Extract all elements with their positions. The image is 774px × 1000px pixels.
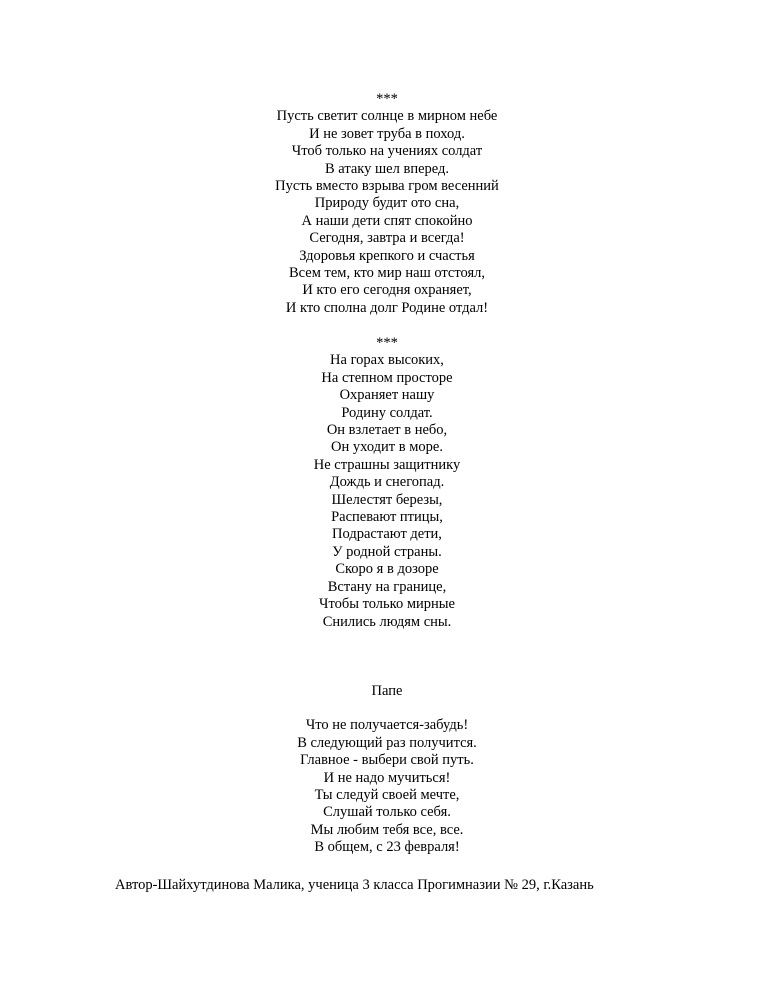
poem-line: В атаку шел вперед. <box>324 160 450 177</box>
poem-title: *** <box>376 91 398 107</box>
poem-line: Скоро я в дозоре <box>335 561 439 578</box>
poem-line: Охраняет нашу <box>339 387 435 404</box>
poem-line: Сегодня, завтра и всегда! <box>309 230 465 247</box>
poem-line: Подрастают дети, <box>332 526 442 543</box>
poem-line: Дождь и снегопад. <box>329 474 445 491</box>
poem-line: Снились людям сны. <box>322 613 452 630</box>
poem-line: На степном просторе <box>321 369 453 386</box>
poem-line: Слушай только себя. <box>323 804 451 821</box>
poem-title: *** <box>376 335 398 351</box>
poem-line: Пусть вместо взрыва гром весенний <box>275 178 499 195</box>
poem-line: Мы любим тебя все, все. <box>310 821 464 838</box>
poem-line: В общем, с 23 февраля! <box>314 839 460 856</box>
poem-line: Родину солдат. <box>341 404 433 421</box>
poem-line: У родной страны. <box>332 543 442 560</box>
poem-line: Не страшны защитнику <box>313 456 461 473</box>
poem-line: Всем тем, кто мир наш отстоял, <box>288 265 486 282</box>
poem-line: Он взлетает в небо, <box>326 422 448 439</box>
poem-line: Пусть светит солнце в мирном небе <box>276 108 498 125</box>
poem-line: Он уходит в море. <box>331 439 443 456</box>
poem-line: Шелестят березы, <box>331 491 443 508</box>
author-credit: Автор-Шайхутдинова Малика, ученица 3 класса Прогимназии № 29, г.Казань <box>115 877 594 893</box>
poem-line: И кто его сегодня охраняет, <box>302 282 472 299</box>
poem-line: Главное - выбери свой путь. <box>300 752 474 769</box>
poem-line: Природу будит ото сна, <box>314 195 460 212</box>
poem-line: Что не получается-забудь! <box>305 717 469 734</box>
poem-line: Встану на границе, <box>327 578 447 595</box>
poem-line: А наши дети спят спокойно <box>301 212 473 229</box>
poem-2 <box>0 335 774 631</box>
poem-1 <box>0 91 774 317</box>
poem-title: Папе <box>371 683 403 699</box>
poem-line: Распевают птицы, <box>331 509 443 526</box>
poem-line: На горах высоких, <box>330 352 444 369</box>
poem-line: В следующий раз получится. <box>297 734 477 751</box>
poem-line: Ты следуй своей мечте, <box>314 787 460 804</box>
poem-line: И кто сполна долг Родине отдал! <box>285 299 489 316</box>
poem-line: Чтобы только мирные <box>319 596 455 613</box>
poem-line: Чтоб только на учениях солдат <box>291 143 483 160</box>
poem-line: И не надо мучиться! <box>323 769 451 786</box>
poem-line: Здоровья крепкого и счастья <box>299 247 475 264</box>
poem-3 <box>0 683 774 857</box>
poem-line: И не зовет труба в поход. <box>309 125 465 142</box>
poem-gap <box>0 700 774 717</box>
